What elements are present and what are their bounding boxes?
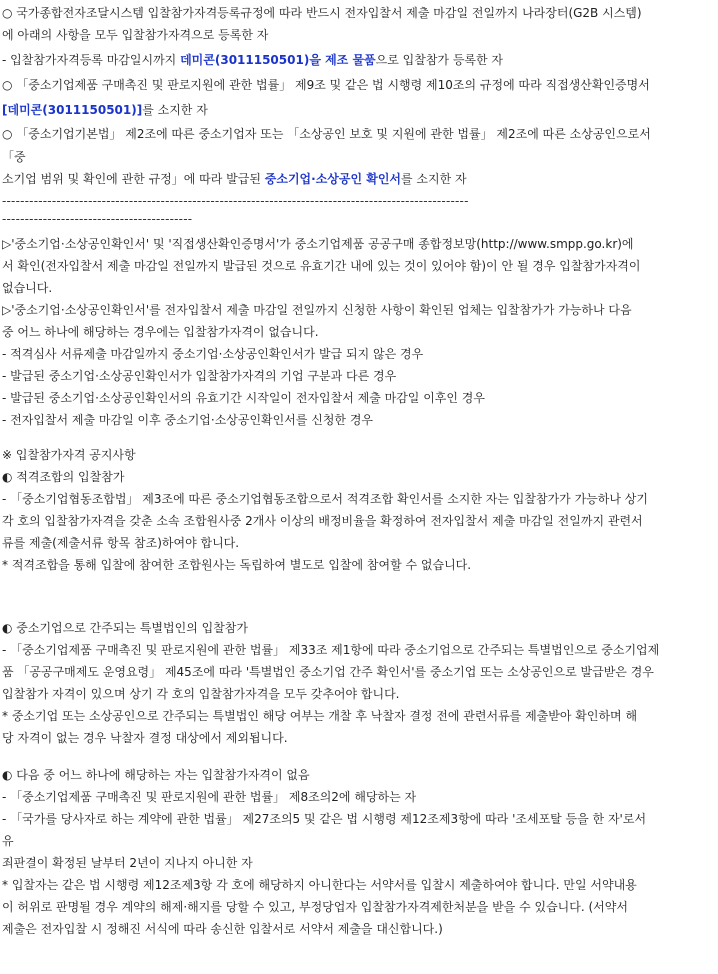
notes-line-5: 중 어느 하나에 해당하는 경우에는 입찰참가자격이 없습니다. (2, 325, 319, 339)
section-1-line-2: 각 호의 입찰참가자격을 갖춘 소속 조합원사중 2개사 이상의 배정비율을 확정하여 전자입찰서 제출 마감일 전일까지 관련서 (2, 514, 643, 528)
notes-line-7: - 발급된 중소기업·소상공인확인서가 입찰참가자격의 기업 구분과 다른 경우 (2, 369, 397, 383)
certificate-highlight: [데미콘(3011150501)] (2, 103, 143, 117)
qualification-line-1: ○ 국가종합전자조달시스템 입찰참가자격등록규정에 따라 반드시 전자입찰서 제출 마감일 전일까지 나라장터(G2B 시스템) (2, 6, 642, 20)
product-highlight: 데미콘(3011150501)을 제조 물품 (180, 53, 376, 67)
divider-long: ------------------------------------------------------------------------------------------------------- (2, 194, 469, 208)
notes-line-1: ▷'중소기업·소상공인확인서' 및 '직접생산확인증명서'가 중소기업제품 공공구매 종합정보망(http://www.smpp.go.kr)에 (2, 237, 634, 251)
qualification-line-3 (2, 52, 503, 68)
notes-line-4: ▷'중소기업·소상공인확인서'를 전자입찰서 제출 마감일 전일까지 신청한 사항이 확인된 업체는 입찰참가가 가능하나 다음 (2, 303, 632, 317)
section-2-line-2: 품 「공공구매제도 운영요령」 제45조에 따라 '특별법인 중소기업 간주 확인서'를 중소기업 또는 소상공인으로 발급받은 경우 (2, 665, 654, 679)
section-3-line-1: - 「중소기업제품 구매촉진 및 판로지원에 관한 법률」 제8조의2에 해당하는 자 (2, 790, 417, 804)
qualification-line-5 (2, 102, 208, 118)
section-3-line-3: 유 (2, 834, 14, 848)
section-1-line-4: * 적격조합을 통해 입찰에 참여한 조합원사는 독립하여 별도로 입찰에 참여할 수 없습니다. (2, 558, 472, 572)
section-2-line-5: 당 자격이 없는 경우 낙찰자 결정 대상에서 제외됩니다. (2, 731, 288, 745)
section-3-line-6: 이 허위로 판명될 경우 계약의 해제·해지를 당할 수 있고, 부정당업자 입찰참가자격제한처분을 받을 수 있습니다. (서약서 (2, 900, 628, 914)
section-3-line-5: * 입찰자는 같은 법 시행령 제12조제3항 각 호에 해당하지 아니한다는 서약서를 입찰시 제출하여야 합니다. 만일 서약내용 (2, 878, 637, 892)
section-3-line-7: 제출은 전자입찰 시 정해진 서식에 따라 송신한 입찰서로 서약서 제출을 대신합니다.) (2, 922, 443, 936)
section-2-line-3: 입찰참가 자격이 있으며 상기 각 호의 입찰참가자격을 모두 갖추어야 합니다. (2, 687, 400, 701)
qualification-line-2: 에 아래의 사항을 모두 입찰참가자격으로 등록한 자 (2, 28, 269, 42)
qualification-line-3-post: 으로 입찰참가 등록한 자 (375, 53, 504, 67)
notes-line-6: - 적격심사 서류제출 마감일까지 중소기업·소상공인확인서가 발급 되지 않은 경우 (2, 347, 424, 361)
section-2-line-4: * 중소기업 또는 소상공인으로 간주되는 특별법인 해당 여부는 개찰 후 낙찰자 결정 전에 관련서류를 제출받아 확인하며 해 (2, 709, 638, 723)
section-1-line-1: - 「중소기업협동조합법」 제3조에 따른 중소기업협동조합으로서 적격조합 확인서를 소지한 자는 입찰참가가 가능하나 상기 (2, 492, 648, 506)
notes-line-9: - 전자입찰서 제출 마감일 이후 중소기업·소상공인확인서를 신청한 경우 (2, 413, 374, 427)
announcement-title: ※ 입찰참가자격 공지사항 (2, 448, 136, 462)
notes-line-3: 없습니다. (2, 281, 53, 295)
qualification-line-8-post: 를 소지한 자 (401, 172, 467, 186)
section-2-heading: ◐ 중소기업으로 간주되는 특별법인의 입찰참가 (2, 621, 248, 635)
qualification-line-4: ○ 「중소기업제품 구매촉진 및 판로지원에 관한 법률」 제9조 및 같은 법 시행령 제10조의 규정에 따라 직접생산확인증명서 (2, 78, 650, 92)
section-3-line-4: 죄판결이 확정된 날부터 2년이 지나지 아니한 자 (2, 856, 253, 870)
notes-line-2: 서 확인(전자입찰서 제출 마감일 전일까지 발급된 것으로 유효기간 내에 있는 것이 있어야 함)이 안 될 경우 입찰참가자격이 (2, 259, 641, 273)
qualification-line-7: 「중 (2, 150, 26, 164)
notes-line-8: - 발급된 중소기업·소상공인확인서의 유효기간 시작일이 전자입찰서 제출 마감일 이후인 경우 (2, 391, 485, 405)
qualification-line-3-pre: - 입찰참가자격등록 마감일시까지 (2, 53, 181, 67)
section-2-line-1: - 「중소기업제품 구매촉진 및 판로지원에 관한 법률」 제33조 제1항에 따라 중소기업으로 간주되는 특별법인으로 중소기업제 (2, 643, 660, 657)
sme-certificate-highlight: 중소기업·소상공인 확인서 (264, 172, 402, 186)
qualification-line-5-post: 를 소지한 자 (142, 103, 208, 117)
qualification-line-6: ○ 「중소기업기본법」 제2조에 따른 중소기업자 또는 「소상공인 보호 및 지원에 관한 법률」 제2조에 따른 소상공인으로서 (2, 127, 651, 141)
section-1-heading: ◐ 적격조합의 입찰참가 (2, 470, 125, 484)
divider-short: ------------------------------------------ (2, 212, 193, 226)
section-3-line-2: - 「국가를 당사자로 하는 계약에 관한 법률」 제27조의5 및 같은 법 시행령 제12조제3항에 따라 '조세포탈 등을 한 자'로서 (2, 812, 647, 826)
qualification-line-8-pre: 소기업 범위 및 확인에 관한 규정」에 따라 발급된 (2, 172, 265, 186)
qualification-line-8 (2, 171, 467, 187)
section-3-heading: ◐ 다음 중 어느 하나에 해당하는 자는 입찰참가자격이 없음 (2, 768, 310, 782)
section-1-line-3: 류를 제출(제출서류 항목 참조)하여야 합니다. (2, 536, 240, 550)
